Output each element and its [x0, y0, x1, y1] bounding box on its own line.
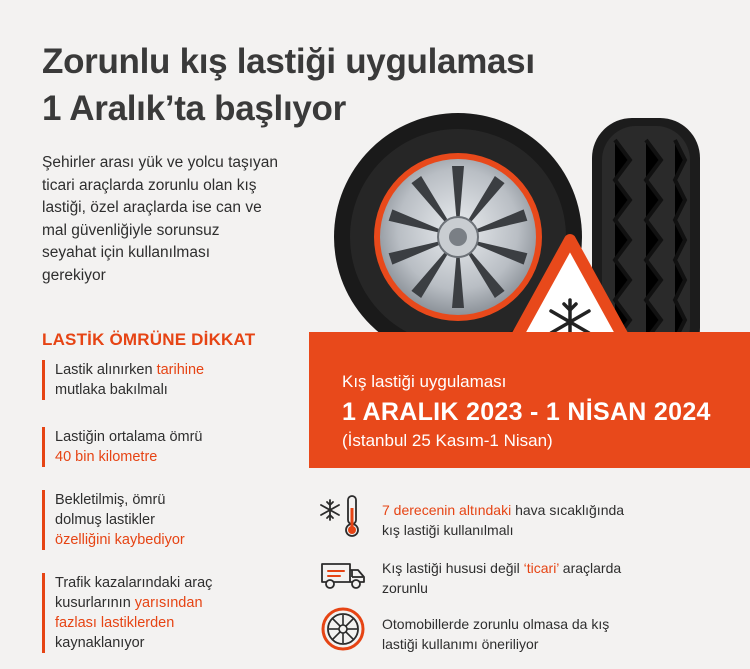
list-item: 7 derecenin altındaki hava sıcaklığında kış lastiği kullanılmalı [318, 490, 738, 546]
tyre-icon [318, 604, 368, 654]
intro-line: lastiği, özel araçlarda ise can ve [42, 199, 262, 216]
snow-thermometer-icon [318, 490, 368, 540]
van-icon [318, 548, 368, 598]
intro-line: gerekiyor [42, 266, 106, 284]
title-line-2: 1 Aralık’ta başlıyor [42, 89, 346, 128]
winter-tyres-illustration [330, 100, 750, 365]
intro-line: mal güvenliğiyle sorunsuz [42, 221, 220, 239]
banner-note: (İstanbul 25 Kasım-1 Nisan) [342, 431, 553, 450]
intro-line: seyahat için kullanılması [42, 244, 210, 261]
list-item: Trafik kazalarındaki araç kusurlarının yarısından fazlası lastiklerden kaynaklanıyor [42, 573, 282, 653]
list-item: Otomobillerde zorunlu olmasa da kış lastiği kullanımı öneriliyor [318, 604, 738, 660]
list-item: Kış lastiği hususi değil ‘ticari’ araçlarda zorunlu [318, 548, 738, 604]
title-line-1: Zorunlu kış lastiği uygulaması [42, 42, 535, 81]
intro-line: Şehirler arası yük ve yolcu taşıyan [42, 154, 279, 171]
list-item: Bekletilmiş, ömrü dolmuş lastikler özelliğini kaybediyor [42, 490, 282, 550]
date-banner [309, 332, 750, 468]
tips-heading: LASTİK ÖMRÜNE DİKKAT [42, 330, 256, 349]
banner-subtitle: Kış lastiği uygulaması [342, 372, 507, 391]
list-item: Lastiğin ortalama ömrü 40 bin kilometre [42, 427, 282, 467]
list-item: Lastik alınırken tarihine mutlaka bakılmalı [42, 360, 282, 400]
intro-text [42, 152, 332, 287]
intro-line: ticari araçlarda zorunlu olan kış [42, 176, 257, 194]
banner-dates: 1 ARALIK 2023 - 1 NİSAN 2024 [342, 398, 711, 426]
